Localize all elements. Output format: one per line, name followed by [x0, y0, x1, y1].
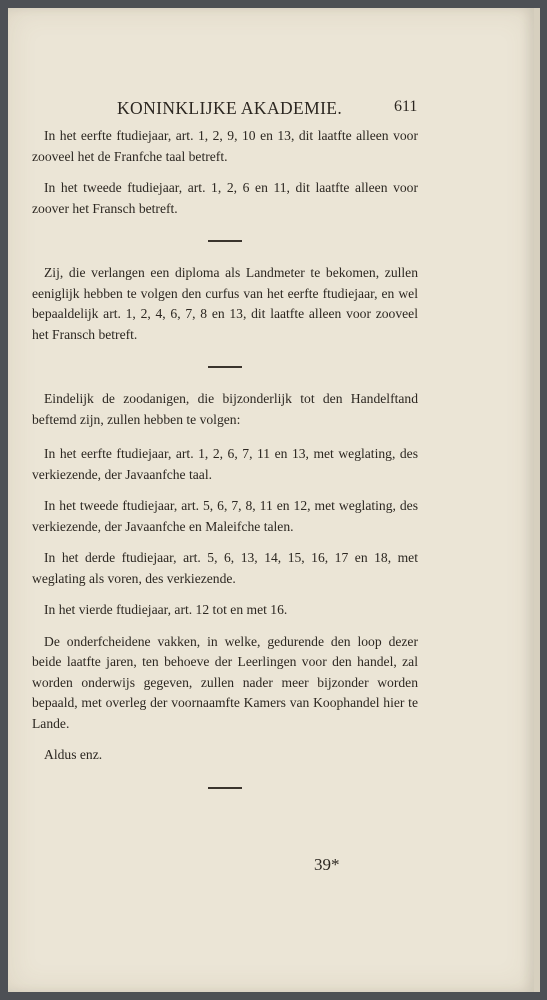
section-divider — [32, 345, 418, 389]
paragraph: Aldus enz. — [44, 747, 103, 762]
paragraph: In het eerfte ftudiejaar, art. 1, 2, 9, 10 en 13, dit laatfte alleen voor zooveel het de Franfche taal betreft. — [32, 128, 418, 164]
paragraph: In het eerfte ftudiejaar, art. 1, 2, 6, 7, 11 en 13, met weglating, des verkiezende, der Javaanfche taal. — [32, 446, 418, 482]
page-header — [8, 98, 534, 122]
section-divider — [32, 766, 418, 810]
signature-mark: 39* — [314, 855, 340, 874]
paragraph: Zij, die verlangen een diploma als Landmeter te bekomen, zullen eeniglijk hebben te volgen den curfus van het eerfte ftudiejaar, en wel bepaaldelijk art. 1, 2, 4, 6, 7, 8 en 13, dit laatfte alleen voor zooveel het Fransch betreft. — [32, 265, 418, 342]
paragraph: In het vierde ftudiejaar, art. 12 tot en met 16. — [44, 602, 288, 617]
page-edge — [534, 8, 540, 992]
book-page — [8, 8, 534, 992]
paragraph: In het tweede ftudiejaar, art. 5, 6, 7, 8, 11 en 12, met weglating, des verkiezende, der Javaanfche en Maleifche talen. — [32, 498, 418, 534]
paragraph: In het tweede ftudiejaar, art. 1, 2, 6 en 11, dit laatfte alleen voor zoover het Fransch betreft. — [32, 180, 418, 216]
page-number: 611 — [394, 98, 418, 115]
body-text — [32, 126, 418, 810]
running-head: KONINKLIJKE AKADEMIE. — [117, 98, 343, 118]
paragraph: De onderfcheidene vakken, in welke, gedurende den loop dezer beide laatfte jaren, ten behoeve der Leerlingen voor den handel, zal worden onderwijs gegeven, zullen nader meer bijzonder worden bepaald, met overleg der voornaamfte Kamers van Koophandel hier te Lande. — [32, 633, 418, 731]
paragraph: Eindelijk de zoodanigen, die bijzonderlijk tot den Handelftand beftemd zijn, zullen hebben te volgen: — [32, 391, 418, 427]
section-divider — [32, 219, 418, 263]
paragraph: In het derde ftudiejaar, art. 5, 6, 13, 14, 15, 16, 17 en 18, met weglating als voren, des verkiezende. — [32, 550, 418, 586]
